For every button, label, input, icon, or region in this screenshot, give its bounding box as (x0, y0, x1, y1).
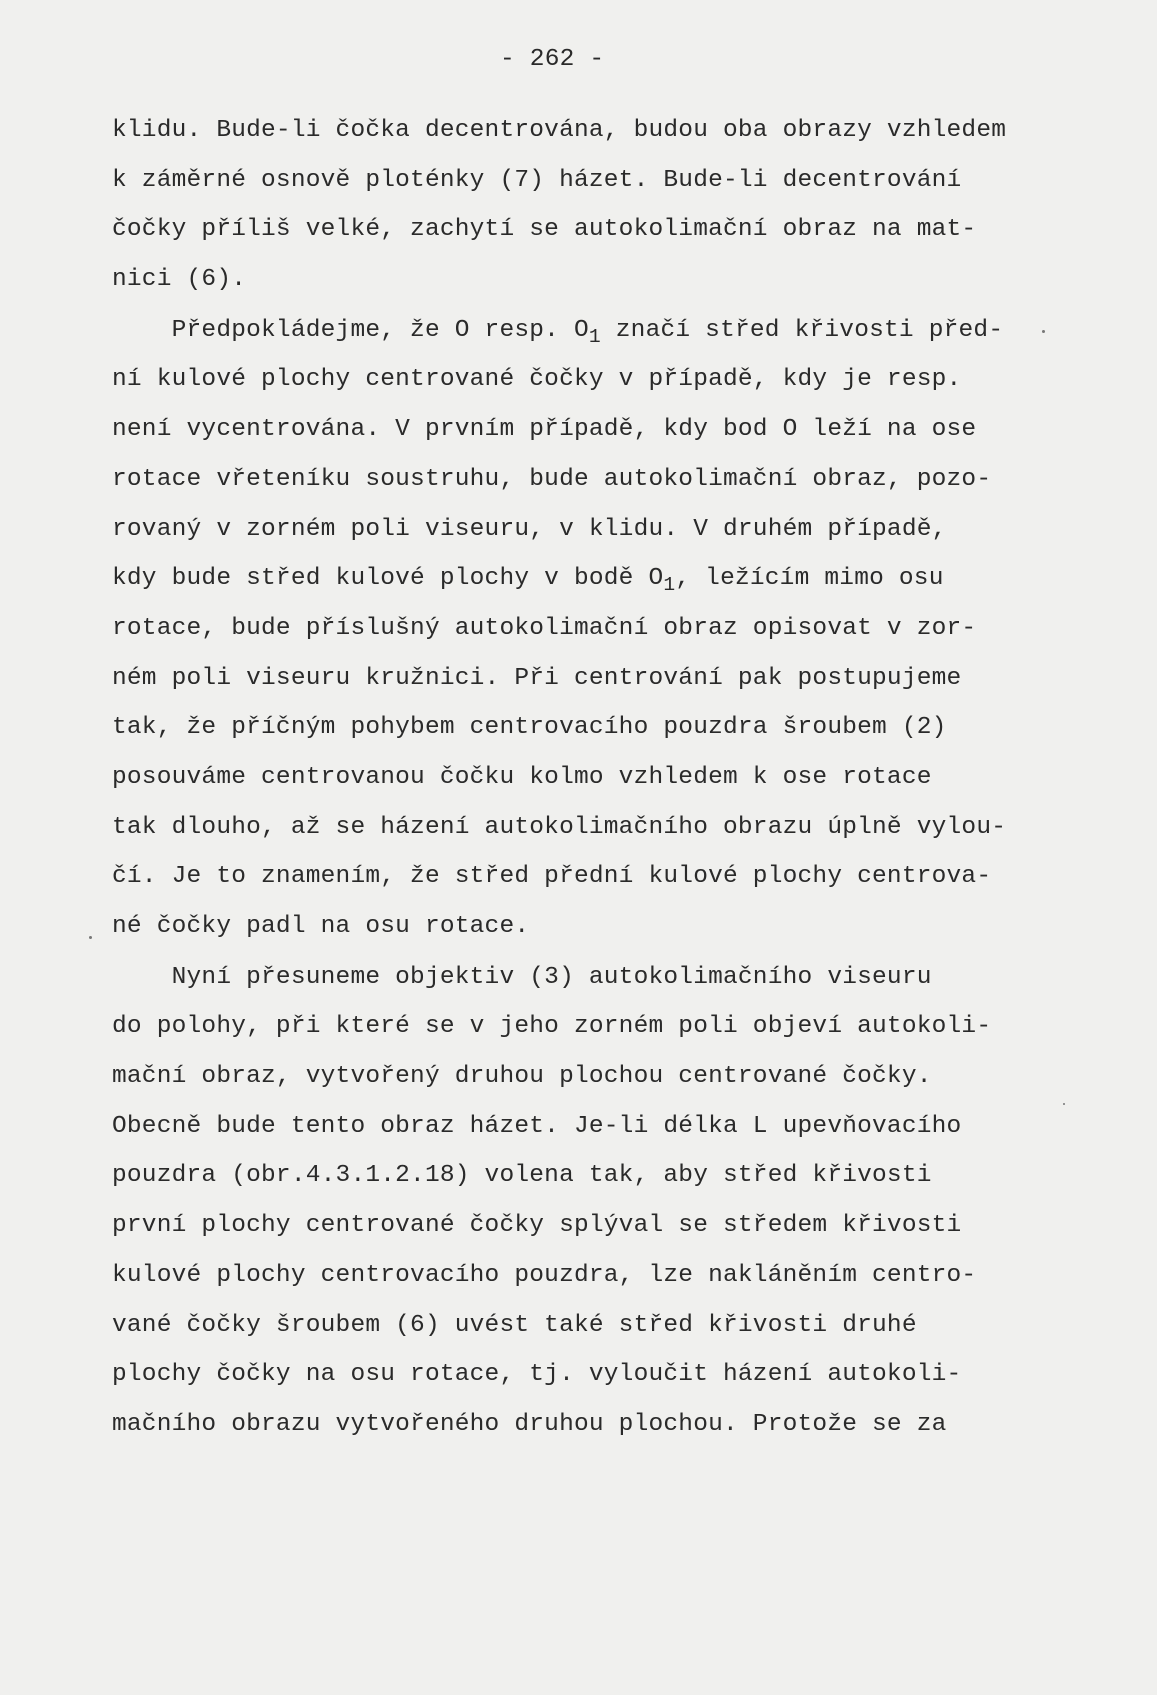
text-segment: značí střed křivosti před- (600, 316, 1004, 344)
text-line: Obecně bude tento obraz házet. Je-li délka L upevňovacího (112, 1112, 962, 1140)
text-line: klidu. Bude-li čočka decentrována, budou oba obrazy vzhledem (112, 117, 1007, 144)
text-line: nici (6). (112, 266, 247, 294)
text-line: ní kulové plochy centrované čočky v případě, kdy je resp. (112, 366, 962, 394)
text-line: kulové plochy centrovacího pouzdra, lze nakláněním centro- (112, 1261, 977, 1289)
text-line: první plochy centrované čočky splýval se středem křivosti (112, 1212, 962, 1240)
text-line: čí. Je to znamením, že střed přední kulové plochy centrova- (112, 863, 992, 891)
text-line: posouváme centrovanou čočku kolmo vzhledem k ose rotace (112, 763, 932, 791)
text-line: rotace, bude příslušný autokolimační obraz opisovat v zor- (112, 614, 977, 642)
text-line: k záměrné osnově ploténky (7) házet. Bude-li decentrování (112, 166, 962, 194)
text-line (112, 554, 1052, 604)
text-line: do polohy, při které se v jeho zorném poli objeví autokoli- (112, 1013, 992, 1041)
subscript: 1 (588, 326, 601, 349)
text-line: plochy čočky na osu rotace, tj. vyloučit házení autokoli- (112, 1361, 962, 1389)
paragraph-2 (112, 306, 1052, 952)
paragraph-3 (112, 953, 1052, 1450)
paper-speck (1042, 330, 1045, 333)
text-line: tak, že příčným pohybem centrovacího pouzdra šroubem (2) (112, 714, 947, 742)
text-line: ném poli viseuru kružnici. Při centrování pak postupujeme (112, 664, 962, 692)
text-segment: Předpokládejme, že O resp. O (112, 316, 589, 344)
paper-speck (89, 936, 92, 939)
paragraph-1 (112, 106, 1052, 305)
body-text (112, 106, 1052, 1450)
text-line: rovaný v zorném poli viseuru, v klidu. V druhém případě, (112, 515, 947, 543)
text-line: mačního obrazu vytvořeného druhou plochou. Protože se za (112, 1410, 947, 1438)
text-line (112, 306, 1052, 356)
text-line: vané čočky šroubem (6) uvést také střed křivosti druhé (112, 1311, 917, 1339)
text-line: né čočky padl na osu rotace. (112, 913, 530, 940)
text-line: není vycentrována. V prvním případě, kdy bod O leží na ose (112, 416, 977, 444)
paper-speck (1063, 1103, 1065, 1105)
text-line: pouzdra (obr.4.3.1.2.18) volena tak, aby střed křivosti (112, 1162, 932, 1190)
text-line: tak dlouho, až se házení autokolimačního obrazu úplně vylou- (112, 813, 1007, 841)
text-segment: kdy bude střed kulové plochy v bodě O (112, 565, 664, 593)
text-line: čočky příliš velké, zachytí se autokolimační obraz na mat- (112, 216, 977, 244)
text-line: mační obraz, vytvořený druhou plochou centrované čočky. (112, 1063, 932, 1091)
text-line: Nyní přesuneme objektiv (3) autokolimačního viseuru (112, 963, 932, 991)
text-segment: , ležícím mimo osu (675, 565, 944, 593)
text-line: rotace vřeteníku soustruhu, bude autokolimační obraz, pozo- (112, 465, 992, 493)
page-number: - 262 - (500, 46, 605, 73)
subscript: 1 (663, 574, 676, 597)
